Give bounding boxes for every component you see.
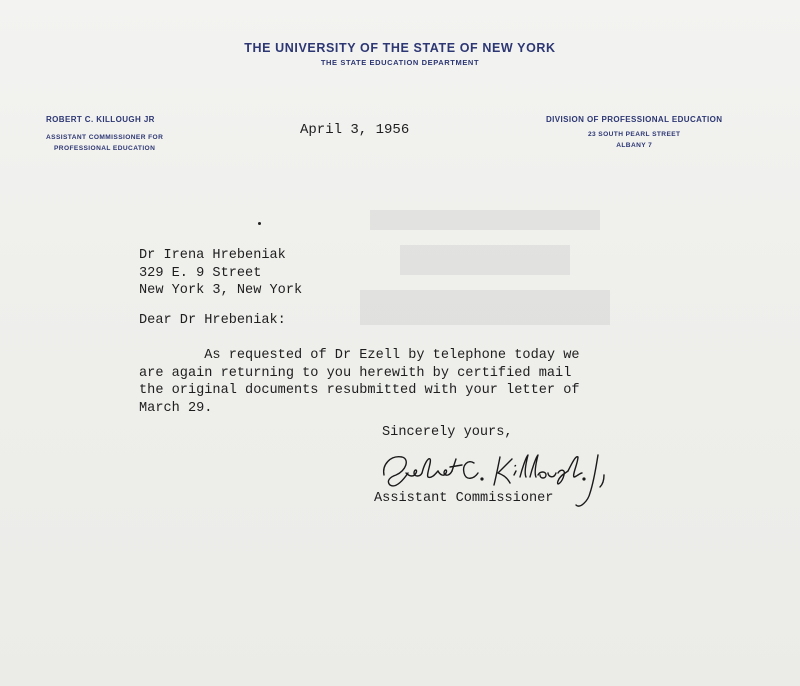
sender-block bbox=[46, 115, 163, 154]
letter-body bbox=[139, 347, 580, 417]
body-line: the original documents resubmitted with your letter of bbox=[139, 383, 580, 398]
show-through-watermark bbox=[360, 200, 610, 350]
division-block bbox=[546, 115, 722, 151]
division-name: DIVISION OF PROFESSIONAL EDUCATION bbox=[546, 115, 723, 124]
handwritten-signature bbox=[376, 447, 616, 517]
recipient-name: Dr Irena Hrebeniak bbox=[139, 248, 286, 263]
letter-date: April 3, 1956 bbox=[300, 122, 410, 138]
body-line: March 29. bbox=[139, 400, 213, 416]
institution-name: THE UNIVERSITY OF THE STATE OF NEW YORK bbox=[244, 41, 556, 55]
department-name: THE STATE EDUCATION DEPARTMENT bbox=[320, 58, 480, 67]
stray-mark bbox=[258, 222, 261, 225]
division-city: ALBANY 7 bbox=[616, 142, 653, 149]
sender-title-line2: PROFESSIONAL EDUCATION bbox=[54, 145, 156, 152]
sender-name: ROBERT C. KILLOUGH JR bbox=[46, 115, 155, 124]
recipient-address bbox=[139, 247, 302, 300]
salutation: Dear Dr Hrebeniak: bbox=[139, 313, 286, 328]
closing: Sincerely yours, bbox=[382, 425, 513, 440]
recipient-city: New York 3, New York bbox=[139, 283, 303, 298]
division-street: 23 SOUTH PEARL STREET bbox=[587, 131, 681, 138]
signatory-title: Assistant Commissioner bbox=[374, 491, 554, 506]
body-line: As requested of Dr Ezell by telephone today we bbox=[139, 348, 580, 363]
body-line: are again returning to you herewith by certified mail bbox=[139, 365, 572, 381]
sender-title-line1: ASSISTANT COMMISSIONER FOR bbox=[46, 134, 164, 141]
recipient-street: 329 E. 9 Street bbox=[139, 265, 262, 281]
